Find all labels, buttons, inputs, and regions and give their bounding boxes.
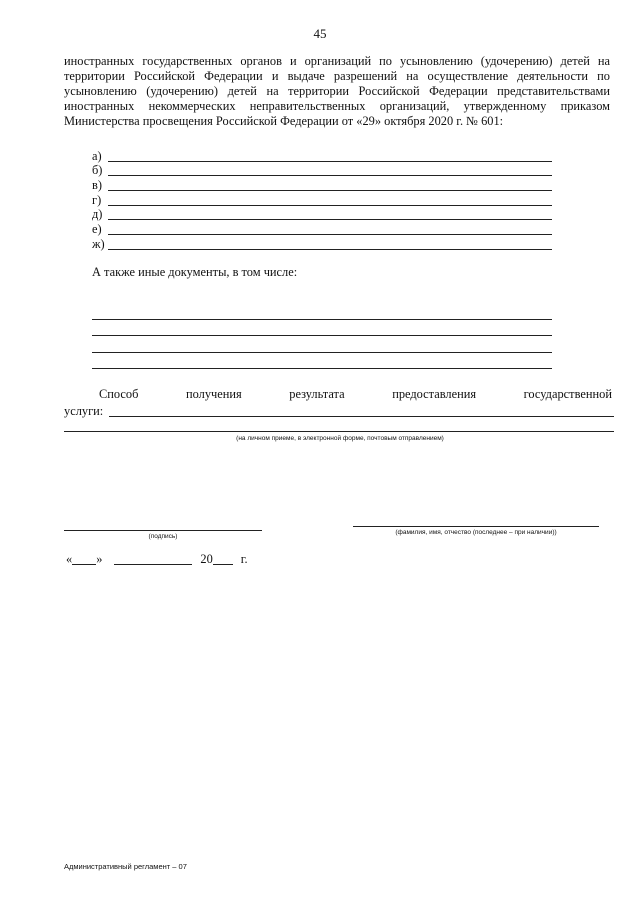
document-list: [92, 149, 552, 252]
list-marker: ж): [92, 236, 105, 251]
list-item: [92, 178, 552, 193]
date-close-quote: »: [96, 552, 103, 566]
signature-line[interactable]: [64, 530, 262, 531]
day-blank[interactable]: [72, 554, 96, 565]
date-field: [66, 552, 248, 567]
result-method-field: [64, 404, 614, 419]
blank-line[interactable]: [108, 208, 552, 220]
list-item: [92, 193, 552, 208]
paragraph-line: территории Российской Федерации и выдаче разрешений на осуществление деятельности по: [64, 69, 610, 83]
method-hint: (на личном приеме, в электронной форме, почтовым отправлением): [236, 435, 444, 442]
paragraph-line: Министерства просвещения Российской Федерации от «29» октября 2020 г. № 601:: [64, 114, 504, 128]
full-name-line[interactable]: [353, 526, 599, 527]
date-open-quote: «: [66, 552, 73, 566]
paragraph-line: иностранных некоммерческих неправительственных организаций, утвержденному приказом: [64, 99, 610, 113]
method-word: результата: [289, 387, 345, 401]
method-word: предоставления: [392, 387, 477, 401]
footer-text: Административный регламент – 07: [64, 862, 187, 871]
blank-line[interactable]: [108, 150, 552, 162]
list-marker: а): [92, 148, 102, 163]
blank-line[interactable]: [108, 238, 552, 250]
list-item: [92, 164, 552, 179]
list-item: [92, 208, 552, 223]
method-word: государственной: [523, 387, 612, 401]
paragraph-line: иностранных государственных органов и организаций по усыновлению (удочерению) детей на: [64, 54, 610, 68]
blank-line[interactable]: [109, 406, 614, 417]
year-suffix: г.: [240, 552, 248, 566]
blank-line[interactable]: [92, 320, 552, 337]
other-documents-label: А также иные документы, в том числе:: [92, 265, 298, 279]
method-word: услуги:: [64, 404, 104, 418]
blank-line[interactable]: [92, 303, 552, 320]
list-marker: б): [92, 163, 103, 178]
full-name-hint: (фамилия, имя, отчество (последнее – при наличии)): [395, 529, 557, 536]
blank-line[interactable]: [64, 431, 614, 432]
blank-line[interactable]: [108, 179, 552, 191]
list-item: [92, 149, 552, 164]
paragraph-line: усыновлению (удочерению) детей на территории Российской Федерации представительствами: [64, 84, 610, 98]
list-item: [92, 222, 552, 237]
other-documents-lines: [92, 303, 552, 369]
blank-line[interactable]: [92, 353, 552, 370]
result-method-label: [99, 387, 612, 402]
month-blank[interactable]: [114, 554, 192, 565]
method-word: Способ: [99, 387, 139, 401]
list-marker: е): [92, 222, 102, 237]
year-prefix: 20: [200, 552, 213, 566]
blank-line[interactable]: [92, 336, 552, 353]
year-blank[interactable]: [213, 554, 233, 565]
blank-line[interactable]: [108, 164, 552, 176]
list-marker: г): [92, 192, 102, 207]
list-marker: в): [92, 178, 102, 193]
blank-line[interactable]: [108, 194, 552, 206]
list-item: [92, 237, 552, 252]
page-number: 45: [313, 26, 327, 41]
list-marker: д): [92, 207, 103, 222]
signature-hint: (подпись): [148, 533, 178, 540]
blank-line[interactable]: [108, 223, 552, 235]
body-paragraph: [64, 54, 610, 129]
method-word: получения: [185, 387, 242, 401]
